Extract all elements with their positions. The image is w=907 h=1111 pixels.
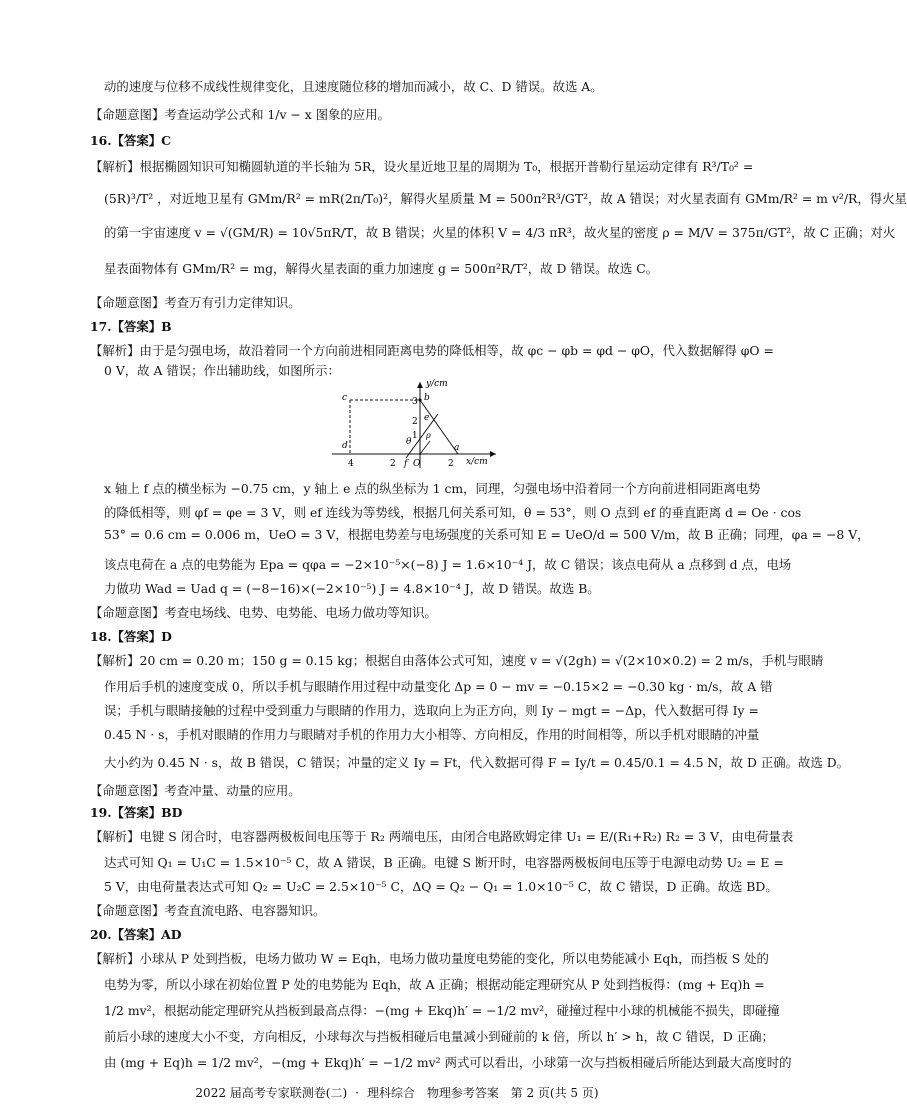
label-O: O <box>413 459 421 469</box>
answer-16: 16.【答案】C <box>90 133 171 148</box>
text-line: 【解析】电键 S 闭合时，电容器两极板间电压等于 R₂ 两端电压，由闭合电路欧姆定律 U₁ = E/(R₁+R₂) R₂ = 3 V，由电荷量表 <box>90 829 794 844</box>
text-line: 星表面物体有 GMm/R² = mg，解得火星表面的重力加速度 g = 500π²R/T²，故 D 错误。故选 C。 <box>104 261 659 276</box>
answer-17: 17.【答案】B <box>90 319 172 334</box>
text-line: 的第一宇宙速度 v = √(GM/R) = 10√5πR/T，故 B 错误；火星的体积 V = 4/3 πR³，故火星的密度 ρ = M/V = 375π/GT²，故 C 正确；对火 <box>104 225 896 240</box>
text-line: 力做功 Wad = Uad q = (−8−16)×(−2×10⁻⁵) J = 4.8×10⁻⁴ J，故 D 错误。故选 B。 <box>104 581 600 596</box>
page-footer <box>0 1084 794 1101</box>
point-b <box>418 398 421 401</box>
label-rho: ρ <box>426 431 431 440</box>
intent-note: 【命题意图】考查直流电路、电容器知识。 <box>90 903 326 918</box>
text-line: 该点电荷在 a 点的电势能为 Epa = qφa = −2×10⁻⁵×(−8) J = 1.6×10⁻⁴ J，故 C 错误；该点电荷从 a 点移到 d 点，电场 <box>104 557 792 572</box>
line-ba <box>420 400 458 454</box>
footer-page: 第 2 页(共 5 页) <box>510 1086 599 1100</box>
tick-y-3: 3 <box>412 397 418 407</box>
text-line: 大小约为 0.45 N · s，故 B 错误，C 错误；冲量的定义 Iy = Ft，代入数据可得 F = Iy/t = 0.45/0.1 = 4.5 N，故 D 正确。故选 D。 <box>104 755 850 770</box>
text-line: 1/2 mv²，根据动能定理研究从挡板到最高点得：−(mg + Ekq)h′ = −1/2 mv²，碰撞过程中小球的机械能不损失，即碰撞 <box>104 1003 780 1018</box>
footer-doc: 物理参考答案 <box>426 1086 499 1100</box>
field-diagram <box>326 378 502 470</box>
text-line: 【解析】20 cm = 0.20 m；150 g = 0.15 kg；根据自由落体公式可知，速度 v = √(2gh) = √(2×10×0.2) = 2 m/s，手机与眼睛 <box>90 653 824 668</box>
intent-note: 【命题意图】考查冲量、动量的应用。 <box>90 783 301 798</box>
text-line: 动的速度与位移不成线性规律变化，且速度随位移的增加而减小，故 C、D 错误。故选 A。 <box>104 79 603 94</box>
tick-y-1: 1 <box>412 431 418 441</box>
text-line: 的降低相等，则 φf = φe = 3 V，则 ef 连线为等势线，根据几何关系可知，θ = 53°，则 O 点到 ef 的垂直距离 d = Oe · cos <box>104 505 802 520</box>
tick-y-2: 2 <box>412 417 418 427</box>
intent-note: 【命题意图】考查万有引力定律知识。 <box>90 295 301 310</box>
text-line: 【解析】小球从 P 处到挡板，电场力做功 W = Eqh，电场力做功量度电势能的变化，所以电势能减小 Eqh，而挡板 S 处的 <box>90 951 769 966</box>
answer-19: 19.【答案】BD <box>90 805 183 820</box>
label-c: c <box>342 393 348 403</box>
text-line: 【解析】根据椭圆知识可知椭圆轨道的半长轴为 5R，设火星近地卫星的周期为 T₀，根据开普勒行星运动定律有 R³/T₀² = <box>90 159 754 174</box>
text-line: 5 V，由电荷量表达式可知 Q₂ = U₂C = 2.5×10⁻⁵ C，ΔQ = Q₂ − Q₁ = 1.0×10⁻⁵ C，故 C 错误，D 正确。故选 BD。 <box>104 879 778 894</box>
label-b: b <box>424 393 430 403</box>
text-line: 【解析】由于是匀强电场，故沿着同一个方向前进相同距离电势的降低相等，故 φc − φb = φd − φO，代入数据解得 φO = <box>90 343 774 358</box>
answer-20: 20.【答案】AD <box>90 927 182 942</box>
tick-x-2: 2 <box>448 459 454 469</box>
text-line: 误；手机与眼睛接触的过程中受到重力与眼睛的作用力，选取向上为正方向，则 Iy − mgt = −Δp，代入数据可得 Iy = <box>104 703 759 718</box>
footer-series: 2022 届高考专家联测卷(二) <box>195 1086 348 1100</box>
text-line: 前后小球的速度大小不变，方向相反，小球每次与挡板相碰后电量减小到碰前的 k 倍，所以 h′ > h，故 C 错误，D 正确； <box>104 1029 774 1044</box>
footer-subject: 理科综合 <box>366 1086 415 1100</box>
text-line: 53° = 0.6 cm = 0.006 m，UeO = 3 V，根据电势差与电场强度的关系可知 E = UeO/d = 500 V/m，故 B 正确；同理，φa = −8 V， <box>104 527 870 542</box>
tick-x-4: 4 <box>348 459 354 469</box>
y-axis-arrow-icon <box>417 382 423 388</box>
perpendicular-d <box>420 441 430 454</box>
label-theta: θ <box>406 437 412 447</box>
text-line: 电势为零，所以小球在初始位置 P 处的电势能为 Eqh，故 A 正确；根据动能定理研究从 P 处到挡板得：(mg + Eq)h = <box>104 977 765 992</box>
label-d: d <box>342 441 348 451</box>
x-axis-arrow-icon <box>490 451 496 457</box>
x-axis-label: x/cm <box>466 457 488 467</box>
text-line: 由 (mg + Eq)h = 1/2 mv²，−(mg + Ekq)h′ = −1/2 mv² 两式可以看出，小球第一次与挡板相碰后所能达到最大高度时的 <box>104 1055 792 1070</box>
label-a: a <box>454 443 460 453</box>
tick-x-neg2: 2 <box>390 459 396 469</box>
text-line: 达式可知 Q₁ = U₁C = 1.5×10⁻⁵ C，故 A 错误，B 正确。电键 S 断开时，电容器两极板间电压等于电源电动势 U₂ = E = <box>104 855 784 870</box>
text-line: 0 V，故 A 错误；作出辅助线，如图所示： <box>104 363 340 378</box>
text-line: x 轴上 f 点的横坐标为 −0.75 cm，y 轴上 e 点的纵坐标为 1 cm，同理，匀强电场中沿着同一个方向前进相同距离电势 <box>104 481 761 496</box>
answer-18: 18.【答案】D <box>90 629 172 644</box>
intent-note: 【命题意图】考查运动学公式和 1/v − x 图象的应用。 <box>90 107 390 122</box>
footer-dot: · <box>355 1086 359 1100</box>
text-line: 0.45 N · s，手机对眼睛的作用力与眼睛对手机的作用力大小相等、方向相反，作用的时间相等，所以手机对眼睛的冲量 <box>104 727 760 742</box>
label-f: f <box>404 459 408 469</box>
text-line: 作用后手机的速度变成 0，所以手机与眼睛作用过程中动量变化 Δp = 0 − mv = −0.15×2 = −0.30 kg · m/s，故 A 错 <box>104 679 773 694</box>
intent-note: 【命题意图】考查电场线、电势、电势能、电场力做功等知识。 <box>90 605 437 620</box>
y-axis-label: y/cm <box>426 379 448 389</box>
text-line: (5R)³/T² ，对近地卫星有 GMm/R² = mR(2π/T₀)²，解得火星质量 M = 500π²R³/GT²，故 A 错误；对火星表面有 GMm/R² = m v²/R，得火星 <box>104 191 907 206</box>
label-e: e <box>424 413 430 423</box>
